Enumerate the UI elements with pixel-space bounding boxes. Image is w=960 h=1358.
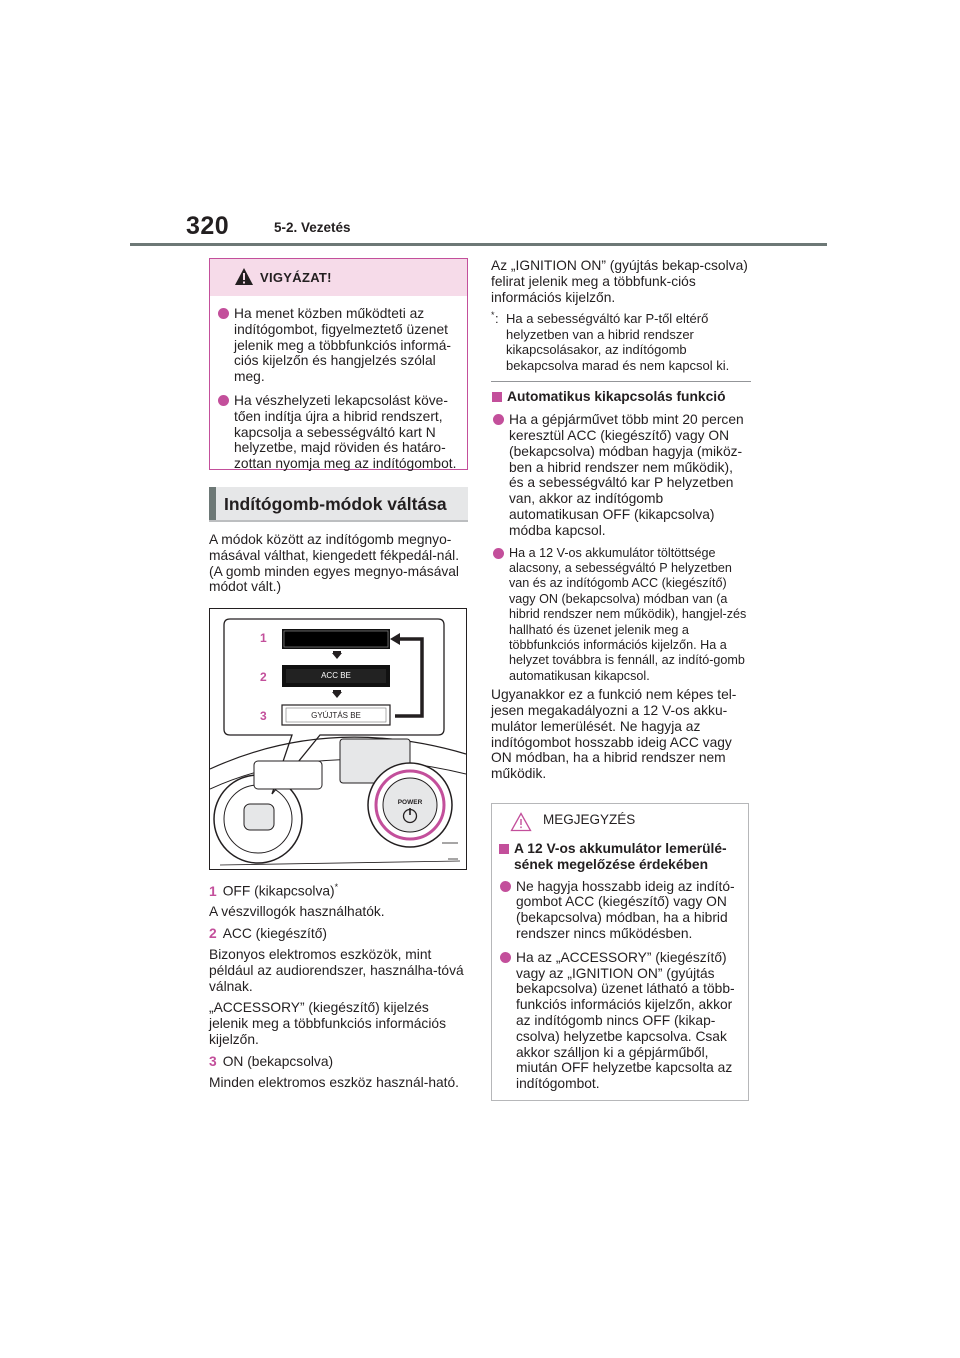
- mode-2-desc: „ACCESSORY” (kiegészítő) kijelzés jelenik meg a többfunkciós információs kijelzőn.: [209, 1000, 446, 1047]
- ignition-paragraph: Az „IGNITION ON” (gyújtás bekap-csolva) felirat jelenik meg a többfunk-ciós információs kijelzőn.: [491, 258, 748, 305]
- divider: [491, 381, 751, 382]
- auto-off-heading: Automatikus kikapcsolás funkció: [491, 389, 751, 405]
- note-item: Ha az „ACCESSORY” (kiegészítő) vagy az „IGNITION ON” (gyújtás bekapcsolva) üzenet látható a több-funkciós információs kijelzőn, akkor az indítógomb nincs OFF (kikap-csolva) helyzetbe kapcsolva. Csak akkor szálljon ki a gépjárműből, miután OFF helyzetbe kapcsolta az indítógombot.: [498, 950, 740, 1092]
- mode-3-desc: Minden elektromos eszköz használ-ható.: [209, 1074, 460, 1090]
- section-heading: Indítógomb-módok váltása: [209, 487, 468, 522]
- screen-acc-text: ACC BE: [321, 671, 351, 680]
- caution-icon: [510, 812, 532, 832]
- section-title: 5-2. Vezetés: [274, 220, 351, 235]
- warning-item: Ha vészhelyzeti lekapcsolást köve-tően indítja újra a hibrid rendszert, kapcsolja a sebességváltó kart N helyzetbe, majd röviden és határo-zottan nyomja meg az indítógombot.: [216, 393, 457, 472]
- warning-title: VIGYÁZAT!: [260, 270, 332, 285]
- note-heading: A 12 V-os akkumulátor lemerülé-sének megelőzése érdekében: [498, 841, 740, 873]
- warning-item: Ha menet közben működteti az indítógombot, figyelmeztető üzenet jelenik meg a többfunkciós informá-ciós kijelzőn és hangjelzés szólal meg.: [216, 306, 457, 385]
- auto-off-item: Ha a 12 V-os akkumulátor töltöttsége alacsony, a sebességváltó P helyzetben van és az indítógomb ACC (kiegészítő) vagy ON (bekapcsolva) módban van (a hibrid rendszer nem működik), hangjel-zés hallható és üzenet jelenik meg a többfunkciós információs kijelzőn. Ha a helyzet továbbra is fennáll, az indító-gomb automatikusan kikapcsol.: [491, 546, 751, 685]
- warning-icon: [234, 267, 254, 286]
- callout-label-1: 1: [260, 631, 267, 645]
- intro-paragraph: A módok között az indítógomb megnyo-másával válthat, kiengedett fékpedál-nál. (A gomb minden egyes megnyo-másával módot vált.): [209, 532, 460, 595]
- mode-1-label: 1 OFF (kikapcsolva)*: [209, 882, 339, 899]
- right-column: [491, 258, 751, 782]
- note-item: Ne hagyja hosszabb ideig az indító-gombot ACC (kiegészítő) vagy ON (bekapcsolva) módban, ha a hibrid rendszer nincs működésben.: [498, 879, 740, 942]
- callout-label-3: 3: [260, 709, 267, 723]
- mode-2-label: 2 ACC (kiegészítő): [209, 926, 327, 942]
- warning-box: [209, 258, 468, 470]
- auto-off-item: Ha a gépjárművet több mint 20 percen keresztül ACC (kiegészítő) vagy ON (bekapcsolva) módban hagyja (miköz-ben a hibrid rendszer nem működik), és a sebességváltó kar P helyzetben van, akkor az indítógomb automatikusan OFF (kikapcsolva) módba kapcsol.: [491, 412, 751, 538]
- power-button-illustration: [209, 608, 467, 870]
- footnote: * : Ha a sebességváltó kar P-től eltérő helyzetben van a hibrid rendszer kikapcsolásakor, az indítógomb bekapcsolva marad és nem kapcsol ki.: [491, 310, 730, 373]
- mode-1-desc: A vészvillogók használhatók.: [209, 904, 385, 920]
- screen-ignition-text: GYÚJTÁS BE: [311, 711, 361, 720]
- mode-list: [209, 880, 471, 1090]
- auto-off-paragraph: Ugyanakkor ez a funkció nem képes tel-jesen megakadályozni a 12 V-os akku-mulátor lemerülését. Ne hagyja az indítógombot hosszabb ideig ACC vagy ON módban, ha a hibrid rendszer nem működik.: [491, 687, 737, 782]
- page-number: 320: [186, 212, 230, 240]
- warning-header: [210, 259, 467, 296]
- note-box: [491, 803, 749, 1101]
- callout-label-2: 2: [260, 670, 267, 684]
- mode-2-desc: Bizonyos elektromos eszközök, mint például az audiorendszer, használha-tóvá válnak.: [209, 946, 464, 994]
- note-header: [492, 804, 748, 836]
- note-title: MEGJEGYZÉS: [543, 812, 636, 827]
- header-rule: [130, 243, 827, 246]
- mode-3-label: 3 ON (bekapcsolva): [209, 1053, 334, 1069]
- power-button-label: POWER: [397, 799, 423, 806]
